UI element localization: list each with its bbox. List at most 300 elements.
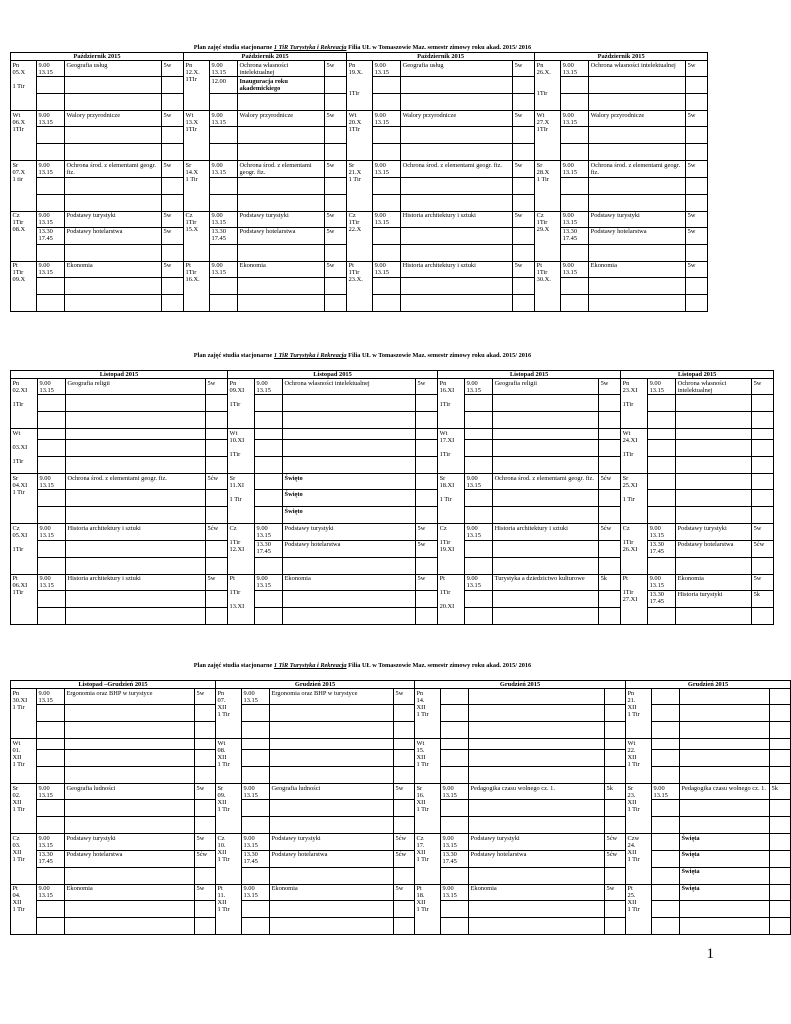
time-cell [441,689,469,705]
schedule-row [11,261,708,277]
subject-cell [401,144,513,161]
time-cell: 13.30 17.45 [561,227,589,244]
type-cell [394,867,415,884]
time-cell [441,750,469,767]
time-cell [210,144,238,161]
subject-cell [270,817,394,834]
date-cell: Pt 1Tir 27.XI [621,574,648,624]
subject-cell [493,490,599,507]
type-cell [416,395,438,412]
subject-cell [676,395,752,412]
subject-cell [493,540,599,557]
time-cell: 13.30 17.45 [210,227,238,244]
time-cell: 9.00 13.15 [373,111,401,127]
time-cell [648,457,676,474]
time-cell [561,127,589,144]
type-cell: 5k [770,784,791,800]
type-cell [599,412,621,429]
subject-cell [238,244,325,261]
type-cell: 5ćw [752,540,774,557]
type-cell [394,800,415,817]
date-cell: Cz 1Tir 22.X [347,211,373,261]
subject-cell [680,689,770,705]
type-cell [605,722,626,739]
type-cell [394,750,415,767]
time-cell [242,867,270,884]
time-cell: 9.00 13.15 [37,61,65,77]
subject-cell [65,144,162,161]
time-cell: 9.00 13.15 [561,111,589,127]
subject-cell [66,607,206,624]
subject-cell [270,750,394,767]
type-cell: 5w [325,111,347,127]
subject-cell [283,607,416,624]
time-cell [648,474,676,490]
schedule-row [11,590,774,607]
schedule-row [11,395,774,412]
type-cell: 5w [162,161,184,177]
month-header-row [11,371,774,379]
type-cell [770,884,791,900]
subject-cell: Podstawy turystyki [270,834,394,850]
subject-cell [238,94,325,111]
time-cell [561,94,589,111]
time-cell [255,457,283,474]
type-cell [599,540,621,557]
schedule-row [11,440,774,457]
date-cell: Cz 1Tir 26.XI [621,524,648,574]
subject-cell [493,429,599,440]
time-cell [652,834,680,850]
time-cell: 9.00 13.15 [210,61,238,77]
time-cell [37,77,65,94]
type-cell [770,900,791,917]
time-cell [373,127,401,144]
month-header: Grudzień 2015 [626,681,791,689]
time-cell [373,77,401,94]
type-cell: 5w [162,111,184,127]
schedule-row [11,524,774,540]
type-cell [599,395,621,412]
time-cell [37,94,65,111]
subject-cell: Ekonomia [238,261,325,277]
subject-cell [65,739,195,750]
type-cell [770,817,791,834]
subject-cell: Ekonomia [676,574,752,590]
schedule-row [11,800,791,817]
type-cell [206,607,228,624]
date-cell: Wt 27.X 1TIr [535,111,561,161]
type-cell [599,507,621,524]
time-cell [37,244,65,261]
time-cell: 13.30 17.45 [648,540,676,557]
subject-cell [65,705,195,722]
type-cell [770,750,791,767]
subject-cell [676,457,752,474]
month-header: Listopad –Grudzień 2015 [11,681,216,689]
subject-cell: Podstawy hotelarstwa [238,227,325,244]
schedule-table-october [10,52,708,312]
subject-cell: Historia architektury i sztuki [493,524,599,540]
subject-cell [270,900,394,917]
time-cell [255,507,283,524]
subject-cell: Ochrona własności intelektualnej [238,61,325,77]
type-cell [394,722,415,739]
time-cell [255,557,283,574]
type-cell: 5k [605,784,626,800]
type-cell [416,474,438,490]
time-cell [37,127,65,144]
subject-cell: Podstawy hotelarstwa [283,540,416,557]
subject-cell: Historia architektury i sztuki [66,524,206,540]
subject-cell [238,194,325,211]
type-cell [752,412,774,429]
time-cell: 9.00 13.15 [255,524,283,540]
type-cell [599,490,621,507]
time-cell [465,590,493,607]
subject-cell: Podstawy hotelarstwa [270,850,394,867]
time-cell [255,607,283,624]
subject-cell [680,705,770,722]
subject-cell [493,590,599,607]
type-cell: 5w [686,61,708,77]
date-cell: Pn 21. XII 1 Tir [626,689,652,739]
type-cell [325,127,347,144]
type-cell [752,395,774,412]
type-cell [770,834,791,850]
type-cell: 5w [325,227,347,244]
subject-cell [65,767,195,784]
date-cell: Cz 10. XII 1 Tir [216,834,242,884]
time-cell [38,607,66,624]
month-header-row [11,53,708,61]
subject-cell: Ekonomia [469,884,605,900]
type-cell: 5w [605,884,626,900]
subject-cell: Ochrona własności intelektualnej [589,61,686,77]
type-cell [195,800,216,817]
type-cell: 5w [325,61,347,77]
subject-cell [676,429,752,440]
subject-cell [493,607,599,624]
time-cell: 13.30 17.45 [255,540,283,557]
time-cell [37,917,65,934]
date-cell: Pn 19.X. 1Tir [347,61,373,111]
date-cell: Wt 10.XI 1Tir [228,429,255,474]
subject-cell: Walory przyrodnicze [65,111,162,127]
subject-cell [66,540,206,557]
schedule-row [11,767,791,784]
subject-cell [469,689,605,705]
time-cell: 9.00 13.15 [242,689,270,705]
type-cell: 5w [513,111,535,127]
time-cell: 9.00 13.15 [255,379,283,395]
subject-cell [493,507,599,524]
subject-cell: Geografia religii [493,379,599,395]
time-cell: 9.00 13.15 [465,379,493,395]
time-cell: 9.00 13.15 [373,61,401,77]
time-cell: 9.00 13.15 [37,161,65,177]
type-cell [195,705,216,722]
time-cell [652,767,680,784]
time-cell [465,490,493,507]
type-cell [599,429,621,440]
type-cell [325,277,347,294]
schedule-row [11,211,708,227]
subject-cell: Historia architektury i sztuki [66,574,206,590]
section-3-title: Plan zajęć studia stacjonarne 1 TiR Turystyka i Rekreacja Filia UŁ w Tomaszowie Maz. semestr zimowy roku akad. 2015/ 2016 [193,662,532,669]
subject-cell [493,395,599,412]
month-header: Listopad 2015 [621,371,774,379]
subject-cell [65,867,195,884]
time-cell [652,739,680,750]
time-cell [561,244,589,261]
subject-cell: Walory przyrodnicze [238,111,325,127]
type-cell [162,177,184,194]
time-cell [652,689,680,705]
schedule-row [11,557,774,574]
type-cell: 5w [416,379,438,395]
type-cell [686,294,708,311]
time-cell: 9.00 13.15 [242,884,270,900]
type-cell: 5w [686,161,708,177]
date-cell: Pn 02.XI 1Tir [11,379,38,429]
type-cell [416,490,438,507]
type-cell [752,474,774,490]
subject-cell [270,767,394,784]
subject-cell: Podstawy turystyki [589,211,686,227]
type-cell: 5w [686,111,708,127]
type-cell [416,590,438,607]
time-cell [648,507,676,524]
schedule-table-november-december [10,680,791,935]
time-cell [210,244,238,261]
subject-cell: Ochrona środ. z elementami geogr. fiz. [589,161,686,177]
subject-cell [270,917,394,934]
subject-cell [65,294,162,311]
time-cell [37,817,65,834]
subject-cell [469,800,605,817]
month-header: Grudzień 2015 [415,681,626,689]
time-cell [255,440,283,457]
subject-cell [65,94,162,111]
type-cell [325,244,347,261]
type-cell [416,507,438,524]
subject-cell [270,800,394,817]
type-cell: 5w [513,161,535,177]
subject-cell [238,294,325,311]
time-cell [37,194,65,211]
time-cell [210,277,238,294]
subject-cell [469,867,605,884]
type-cell [752,557,774,574]
subject-cell [66,507,206,524]
type-cell: 5w [162,261,184,277]
month-header: Listopad 2015 [11,371,228,379]
subject-cell [283,395,416,412]
subject-cell [589,127,686,144]
type-cell [752,507,774,524]
time-cell [373,294,401,311]
subject-cell [680,900,770,917]
subject-cell [66,590,206,607]
time-cell [37,722,65,739]
time-cell [210,94,238,111]
type-cell: 5w [416,524,438,540]
type-cell: 5ćw [605,850,626,867]
type-cell: 5w [162,211,184,227]
schedule-row [11,784,791,800]
type-cell [416,440,438,457]
time-cell [561,144,589,161]
type-cell: 5w [686,227,708,244]
schedule-row [11,429,774,440]
time-cell [255,412,283,429]
type-cell [513,177,535,194]
subject-cell: Ochrona środ. z elementami geogr. fiz. [66,474,206,490]
time-cell: 9.00 13.15 [648,524,676,540]
subject-cell [469,817,605,834]
type-cell [325,77,347,94]
subject-cell: Walory przyrodnicze [401,111,513,127]
subject-cell [283,557,416,574]
type-cell [686,94,708,111]
time-cell [441,739,469,750]
subject-cell [401,227,513,244]
time-cell [37,739,65,750]
time-cell [561,177,589,194]
type-cell: 5ćw [599,524,621,540]
type-cell: 5w [195,784,216,800]
time-cell: 9.00 13.15 [210,111,238,127]
subject-cell [676,440,752,457]
date-cell: Wt 08. XII 1 Tir [216,739,242,784]
subject-cell [401,127,513,144]
type-cell [416,607,438,624]
time-cell [465,395,493,412]
time-cell: 9.00 13.15 [255,574,283,590]
subject-cell: Geografia religii [66,379,206,395]
type-cell: 5w [752,379,774,395]
type-cell [770,689,791,705]
type-cell [206,590,228,607]
time-cell: 9.00 13.15 [37,834,65,850]
subject-cell [66,557,206,574]
month-header: Listopad 2015 [228,371,438,379]
date-cell: Pn 26.X. 1Tir [535,61,561,111]
type-cell: 5w [416,574,438,590]
date-cell: Pn 23.XI 1Tir [621,379,648,429]
date-cell: Pt 25. XII 1 Tir [626,884,652,934]
type-cell [605,750,626,767]
type-cell: 5w [686,211,708,227]
type-cell: 5w [686,261,708,277]
subject-cell: Podstawy turystyki [283,524,416,540]
time-cell [210,127,238,144]
date-cell: Pt 1Tir 20.XI [438,574,465,624]
subject-cell: Ekonomia [589,261,686,277]
schedule-row [11,705,791,722]
date-cell: Pn 07. XII 1 Tir [216,689,242,739]
time-cell [38,412,66,429]
time-cell [465,607,493,624]
schedule-row [11,917,791,934]
type-cell [752,607,774,624]
time-cell [255,429,283,440]
time-cell [648,412,676,429]
type-cell: 5k [599,574,621,590]
subject-cell [401,244,513,261]
subject-cell [65,177,162,194]
date-cell: Sr 21.X 1 Tir [347,161,373,211]
type-cell [195,722,216,739]
time-cell [210,194,238,211]
subject-cell: Ekonomia [65,884,195,900]
month-header: Grudzień 2015 [216,681,415,689]
time-cell: 9.00 13.15 [373,261,401,277]
date-cell: Sr 07.X 1 tir [11,161,37,211]
type-cell [752,457,774,474]
time-cell [652,750,680,767]
subject-cell: Podstawy turystyki [65,211,162,227]
time-cell: 9.00 13.15 [242,834,270,850]
subject-cell: Turystyka a dziedzictwo kulturowe [493,574,599,590]
type-cell [686,127,708,144]
subject-cell [680,722,770,739]
date-cell: Sr 23. XII 1 Tir [626,784,652,834]
type-cell: 5ćw [599,474,621,490]
time-cell: 13.30 17.45 [37,850,65,867]
time-cell [210,294,238,311]
subject-cell [65,917,195,934]
date-cell: Cz 1Tir 19.XI [438,524,465,574]
schedule-row [11,739,791,750]
type-cell [162,294,184,311]
time-cell [37,867,65,884]
type-cell [162,127,184,144]
subject-cell [469,739,605,750]
type-cell [513,277,535,294]
subject-cell [65,817,195,834]
subject-cell [65,194,162,211]
time-cell: 9.00 13.15 [38,574,66,590]
type-cell [416,412,438,429]
date-cell: Sr 11.XI 1 Tir [228,474,255,524]
subject-cell [589,294,686,311]
schedule-table-november [10,370,774,625]
time-cell: 9.00 13.15 [561,161,589,177]
subject-cell [676,474,752,490]
time-cell [441,800,469,817]
type-cell [770,917,791,934]
time-cell [441,900,469,917]
type-cell [513,127,535,144]
month-header: Październik 2015 [184,53,347,61]
time-cell: 9.00 13.15 [648,574,676,590]
type-cell [195,767,216,784]
time-cell [242,750,270,767]
subject-cell: Święto [283,490,416,507]
type-cell: 5w [394,689,415,705]
time-cell [441,767,469,784]
subject-cell [676,607,752,624]
subject-cell [676,557,752,574]
subject-cell: Geografia usług [65,61,162,77]
type-cell [513,77,535,94]
type-cell: 5ćw [195,850,216,867]
type-cell [206,395,228,412]
type-cell [686,177,708,194]
type-cell [206,557,228,574]
